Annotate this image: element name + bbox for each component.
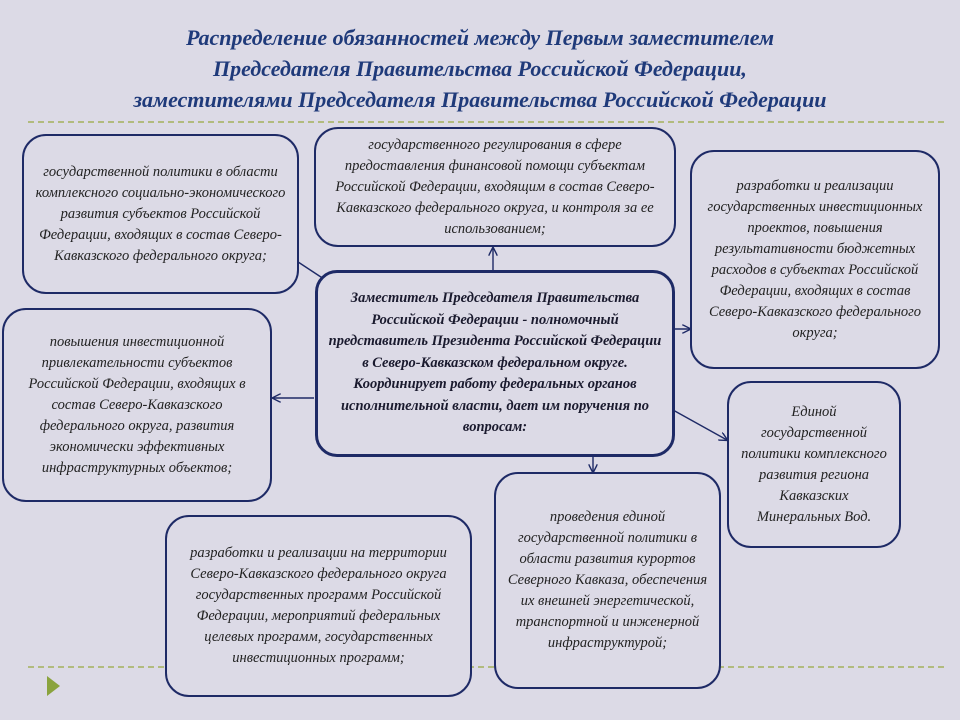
- title-line-3: заместителями Председателя Правительства Российской Федерации: [133, 87, 827, 112]
- central-text: Заместитель Председателя Правительства Российской Федерации - полномочный представитель Президента Российской Федерации в Северо-Кавказском федеральном округе. Координирует работу федеральных органов исполнительной власти, дает им поручения по вопросам:: [328, 290, 662, 436]
- duty-resorts: [494, 472, 721, 689]
- title-line-2: Председателя Правительства Российской Федерации,: [213, 56, 747, 81]
- arrow-to-caucasian-waters: [673, 410, 727, 440]
- duty-caucasian-waters: [727, 381, 901, 548]
- duty-text: Единой государственной политики комплексного развития региона Кавказских Минеральных Вод.: [741, 403, 887, 525]
- duty-text: государственной политики в области комплексного социально-экономического развития субъектов Российской Федерации, входящих в состав Северо-Кавказского федерального округа;: [35, 163, 286, 264]
- play-triangle-icon[interactable]: [47, 676, 60, 696]
- duty-programs: [165, 515, 472, 697]
- duty-text: государственного регулирования в сфере предоставления финансовой помощи субъектам Российской Федерации, входящим в состав Северо-Кавказского федерального округа, и контроля за ее использованием;: [335, 136, 655, 237]
- duty-social-economic: [22, 134, 299, 294]
- duty-text: проведения единой государственной политики в области развития курортов Северного Кавказа, обеспечения их внешней энергетической, транспортной и инженерной инфраструктурой;: [507, 509, 708, 651]
- duty-text: разработки и реализации государственных инвестиционных проектов, повышения результативности бюджетных расходов в субъектах Российской Федерации, входящих в состав Северо-Кавказского федерального округа;: [707, 177, 923, 341]
- duty-investment-projects: [690, 150, 940, 369]
- duty-text: разработки и реализации на территории Северо-Кавказского федерального округа государственных программ Российской Федерации, мероприятий федеральных целевых программ, государственных инвестиционных программ;: [190, 545, 447, 666]
- duty-text: повышения инвестиционной привлекательности субъектов Российской Федерации, входящих в состав Северо-Кавказского федерального округа, развития экономически эффективных инфраструктурных объектов;: [28, 333, 246, 476]
- central-deputy-box: [315, 270, 675, 457]
- title-line-1: Распределение обязанностей между Первым заместителем: [185, 25, 775, 50]
- duty-financial-aid: [314, 127, 676, 247]
- duty-investment-attractiveness: [2, 308, 272, 502]
